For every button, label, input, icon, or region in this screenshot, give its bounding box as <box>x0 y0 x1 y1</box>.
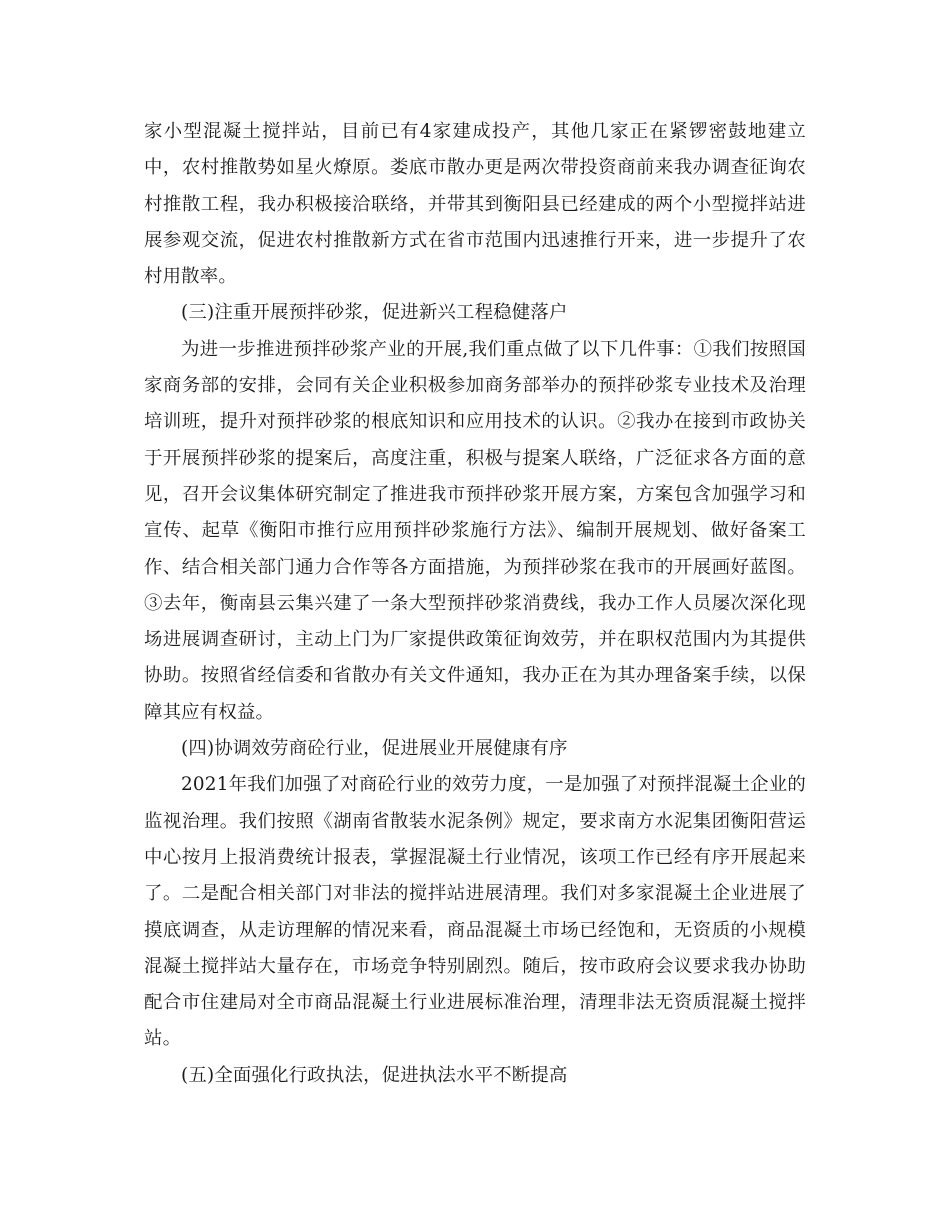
section-heading-4: (四)协调效劳商砼行业，促进展业开展健康有序 <box>181 738 568 760</box>
section-heading-5: (五)全面强化行政执法，促进执法水平不断提高 <box>181 1064 568 1086</box>
document-body <box>144 114 806 1094</box>
section-heading-3: (三)注重开展预拌砂浆，促进新兴工程稳健落户 <box>181 302 568 324</box>
paragraph-ready-mixed-mortar: 为进一步推进预拌砂浆产业的开展,我们重点做了以下几件事：①我们按照国家商务部的安排，会同有关企业积极参加商务部举办的预拌砂浆专业技术及治理培训班，提升对预拌砂浆的根底知识和应用技术的认识。②我办在接到市政协关于开展预拌砂浆的提案后，高度注重，积极与提案人联络，广泛征求各方面的意见，召开会议集体研究制定了推进我市预拌砂浆开展方案，方案包含加强学习和宣传、起草《衡阳市推行应用预拌砂浆施行方法》、编制开展规划、做好备案工作、结合相关部门通力合作等各方面措施，为预拌砂浆在我市的开展画好蓝图。③去年，衡南县云集兴建了一条大型预拌砂浆消费线，我办工作人员屡次深化现场进展调查研讨，主动上门为厂家提供政策征询效劳，并在职权范围内为其提供协助。按照省经信委和省散办有关文件通知，我办正在为其办理备案手续，以保障其应有权益。 <box>144 338 806 723</box>
paragraph-concrete-industry: 2021年我们加强了对商砼行业的效劳力度，一是加强了对预拌混凝土企业的监视治理。我们按照《湖南省散装水泥条例》规定，要求南方水泥集团衡阳营运中心按月上报消费统计报表，掌握混凝土行业情况，该项工作已经有序开展起来了。二是配合相关部门对非法的搅拌站进展清理。我们对多家混凝土企业进展了摸底调查，从走访理解的情况来看，商品混凝土市场已经饱和，无资质的小规模混凝土搅拌站大量存在，市场竞争特别剧烈。随后，按市政府会议要求我办协助配合市住建局对全市商品混凝土行业进展标准治理，清理非法无资质混凝土搅拌站。 <box>144 774 806 1050</box>
paragraph-rural-promotion: 家小型混凝土搅拌站，目前已有4家建成投产，其他几家正在紧锣密鼓地建立中，农村推散势如星火燎原。娄底市散办更是两次带投资商前来我办调查征询农村推散工程，我办积极接洽联络，并带其到衡阳县已经建成的两个小型搅拌站进展参观交流，促进农村推散新方式在省市范围内迅速推行开来，进一步提升了农村用散率。 <box>144 121 806 288</box>
